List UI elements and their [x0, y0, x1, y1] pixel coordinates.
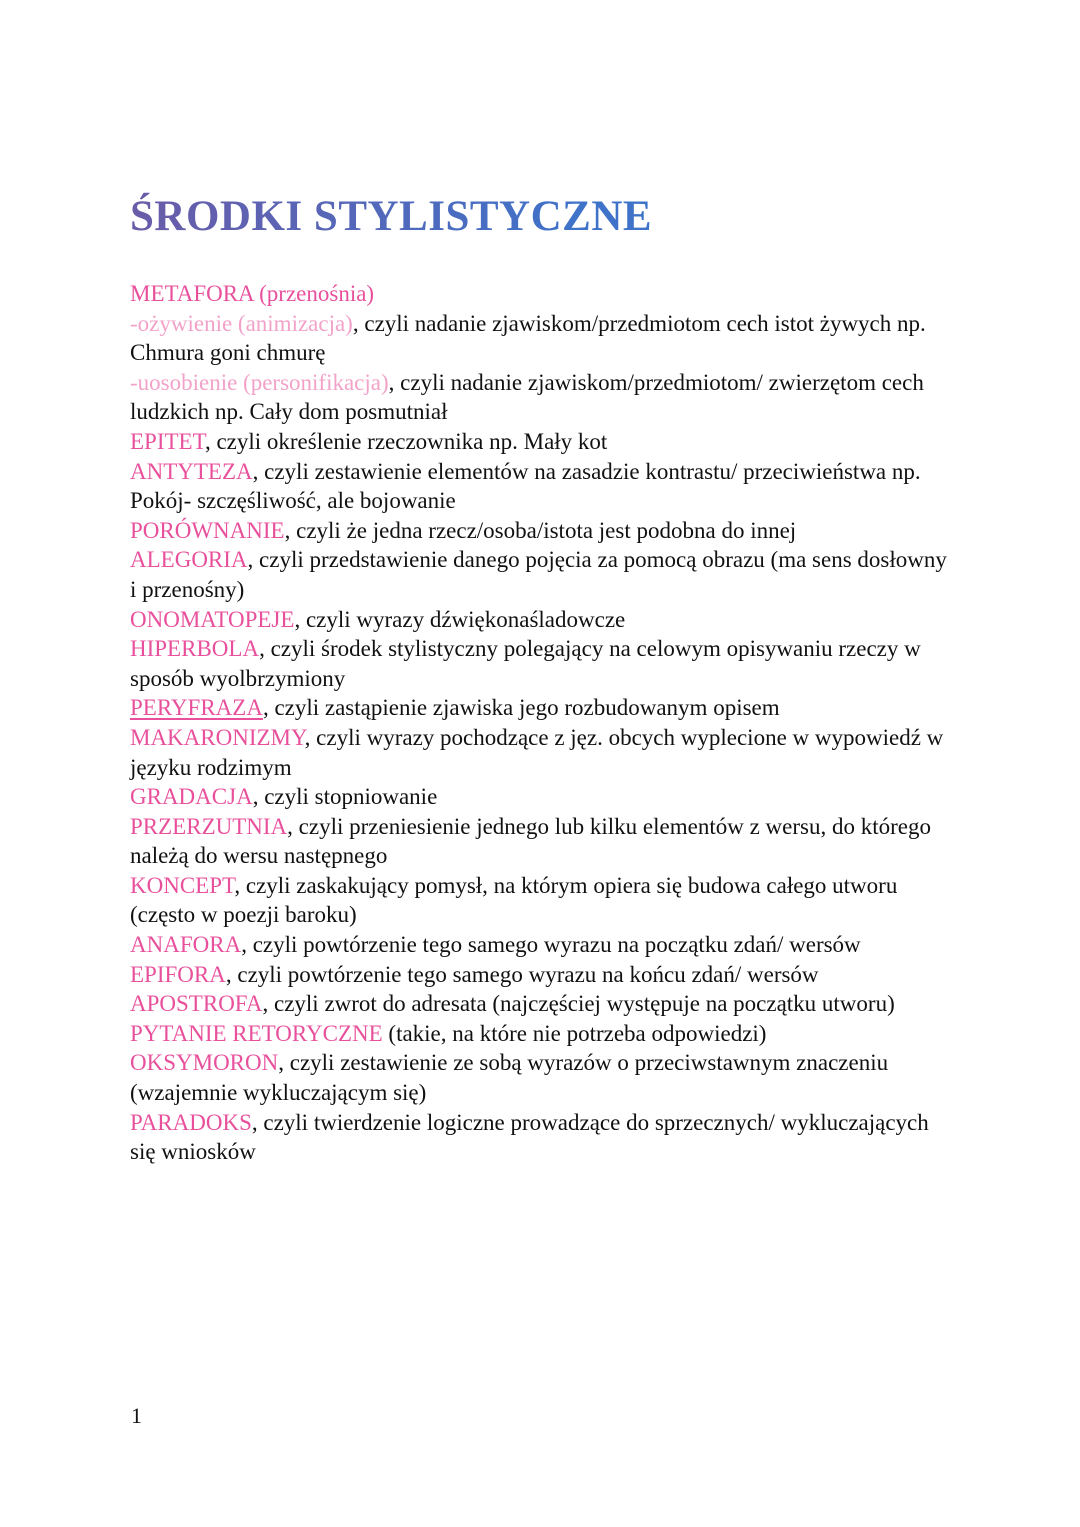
- entry: [130, 368, 954, 427]
- page-number: 1: [131, 1403, 142, 1428]
- definition-text: , czyli zestawienie elementów na zasadzie kontrastu/ przeciwieństwa np. Pokój- szczęśliwość, ale bojowanie: [130, 458, 921, 514]
- entry: [130, 693, 954, 723]
- entry: [130, 989, 954, 1019]
- definition-text: , czyli powtórzenie tego samego wyrazu na końcu zdań/ wersów: [225, 961, 819, 987]
- term-label: ANTYTEZA: [130, 458, 253, 484]
- definition-text: , czyli nadanie zjawiskom/przedmiotom cech istot żywych np. Chmura goni chmurę: [130, 310, 926, 366]
- entry: [130, 1108, 954, 1167]
- term-label: PARADOKS: [130, 1109, 252, 1135]
- entry: [130, 516, 954, 546]
- document-title: ŚRODKI STYLISTYCZNE: [130, 193, 653, 240]
- definition-text: , czyli środek stylistyczny polegający na celowym opisywaniu rzeczy w sposób wyolbrzymiony: [130, 636, 921, 691]
- entry: [130, 634, 954, 693]
- entry: [130, 782, 954, 812]
- entry: [130, 605, 954, 635]
- entry: [130, 309, 954, 368]
- term-label: ONOMATOPEJE: [130, 606, 295, 632]
- definition-text: , czyli wyrazy dźwiękonaśladowcze: [294, 606, 626, 632]
- definition-text: , czyli zwrot do adresata (najczęściej występuje na początku utworu): [262, 991, 895, 1017]
- definition-text: , czyli określenie rzeczownika np. Mały kot: [204, 428, 608, 454]
- term-label: PYTANIE RETORYCZNE: [130, 1020, 383, 1046]
- entry: [130, 812, 954, 871]
- term-label: PRZERZUTNIA: [130, 813, 288, 839]
- term-label: PERYFRAZA: [130, 695, 263, 721]
- term-label: ANAFORA: [130, 932, 242, 958]
- definition-text: , czyli powtórzenie tego samego wyrazu na początku zdań/ wersów: [241, 932, 861, 958]
- term-label: EPIFORA: [130, 961, 226, 987]
- definition-text: , czyli wyrazy pochodzące z jęz. obcych wyplecione w wypowiedź w języku rodzimym: [130, 724, 944, 780]
- term-label: APOSTROFA: [130, 991, 263, 1017]
- definition-text: , czyli twierdzenie logiczne prowadzące do sprzecznych/ wykluczających się wniosków: [130, 1109, 929, 1165]
- entry: [130, 427, 954, 457]
- entry: [130, 960, 954, 990]
- term-label: ALEGORIA: [130, 547, 248, 573]
- definition-text: , czyli stopniowanie: [252, 784, 438, 810]
- term-label: EPITET: [130, 428, 205, 454]
- term-label: GRADACJA: [130, 784, 253, 810]
- definition-text: , czyli nadanie zjawiskom/przedmiotom/ zwierzętom cech ludzkich np. Cały dom posmutniał: [130, 369, 924, 425]
- definition-text: , czyli przeniesienie jednego lub kilku elementów z wersu, do którego należą do wersu następnego: [130, 813, 931, 869]
- entry: [130, 1019, 954, 1049]
- entry: [130, 930, 954, 960]
- entry: [130, 723, 954, 782]
- entries-list: [130, 279, 954, 1167]
- term-label: -ożywienie (animizacja): [130, 310, 353, 336]
- definition-text: , czyli że jedna rzecz/osoba/istota jest podobna do innej: [284, 517, 797, 543]
- entry: [130, 871, 954, 930]
- entry: [130, 1048, 954, 1107]
- term-label: PORÓWNANIE: [130, 517, 285, 543]
- definition-text: , czyli zaskakujący pomysł, na którym opiera się budowa całego utworu (często w poezji baroku): [130, 872, 898, 928]
- definition-text: , czyli zastąpienie zjawiska jego rozbudowanym opisem: [262, 695, 780, 721]
- document-content: [130, 192, 954, 1167]
- term-label: -uosobienie (personifikacja): [130, 369, 389, 395]
- term-label: OKSYMORON: [130, 1050, 279, 1076]
- entry: [130, 457, 954, 516]
- definition-text: (takie, na które nie potrzeba odpowiedzi): [382, 1020, 767, 1046]
- entry: [130, 545, 954, 604]
- term-label: KONCEPT: [130, 872, 235, 898]
- term-label: MAKARONIZMY: [130, 724, 305, 750]
- definition-text: , czyli zestawienie ze sobą wyrazów o przeciwstawnym znaczeniu (wzajemnie wykluczającym się): [130, 1050, 889, 1106]
- entry: [130, 279, 954, 309]
- definition-text: , czyli przedstawienie danego pojęcia za pomocą obrazu (ma sens dosłowny i przenośny): [130, 547, 947, 602]
- term-label: HIPERBOLA: [130, 636, 260, 662]
- term-label: METAFORA (przenośnia): [130, 281, 375, 306]
